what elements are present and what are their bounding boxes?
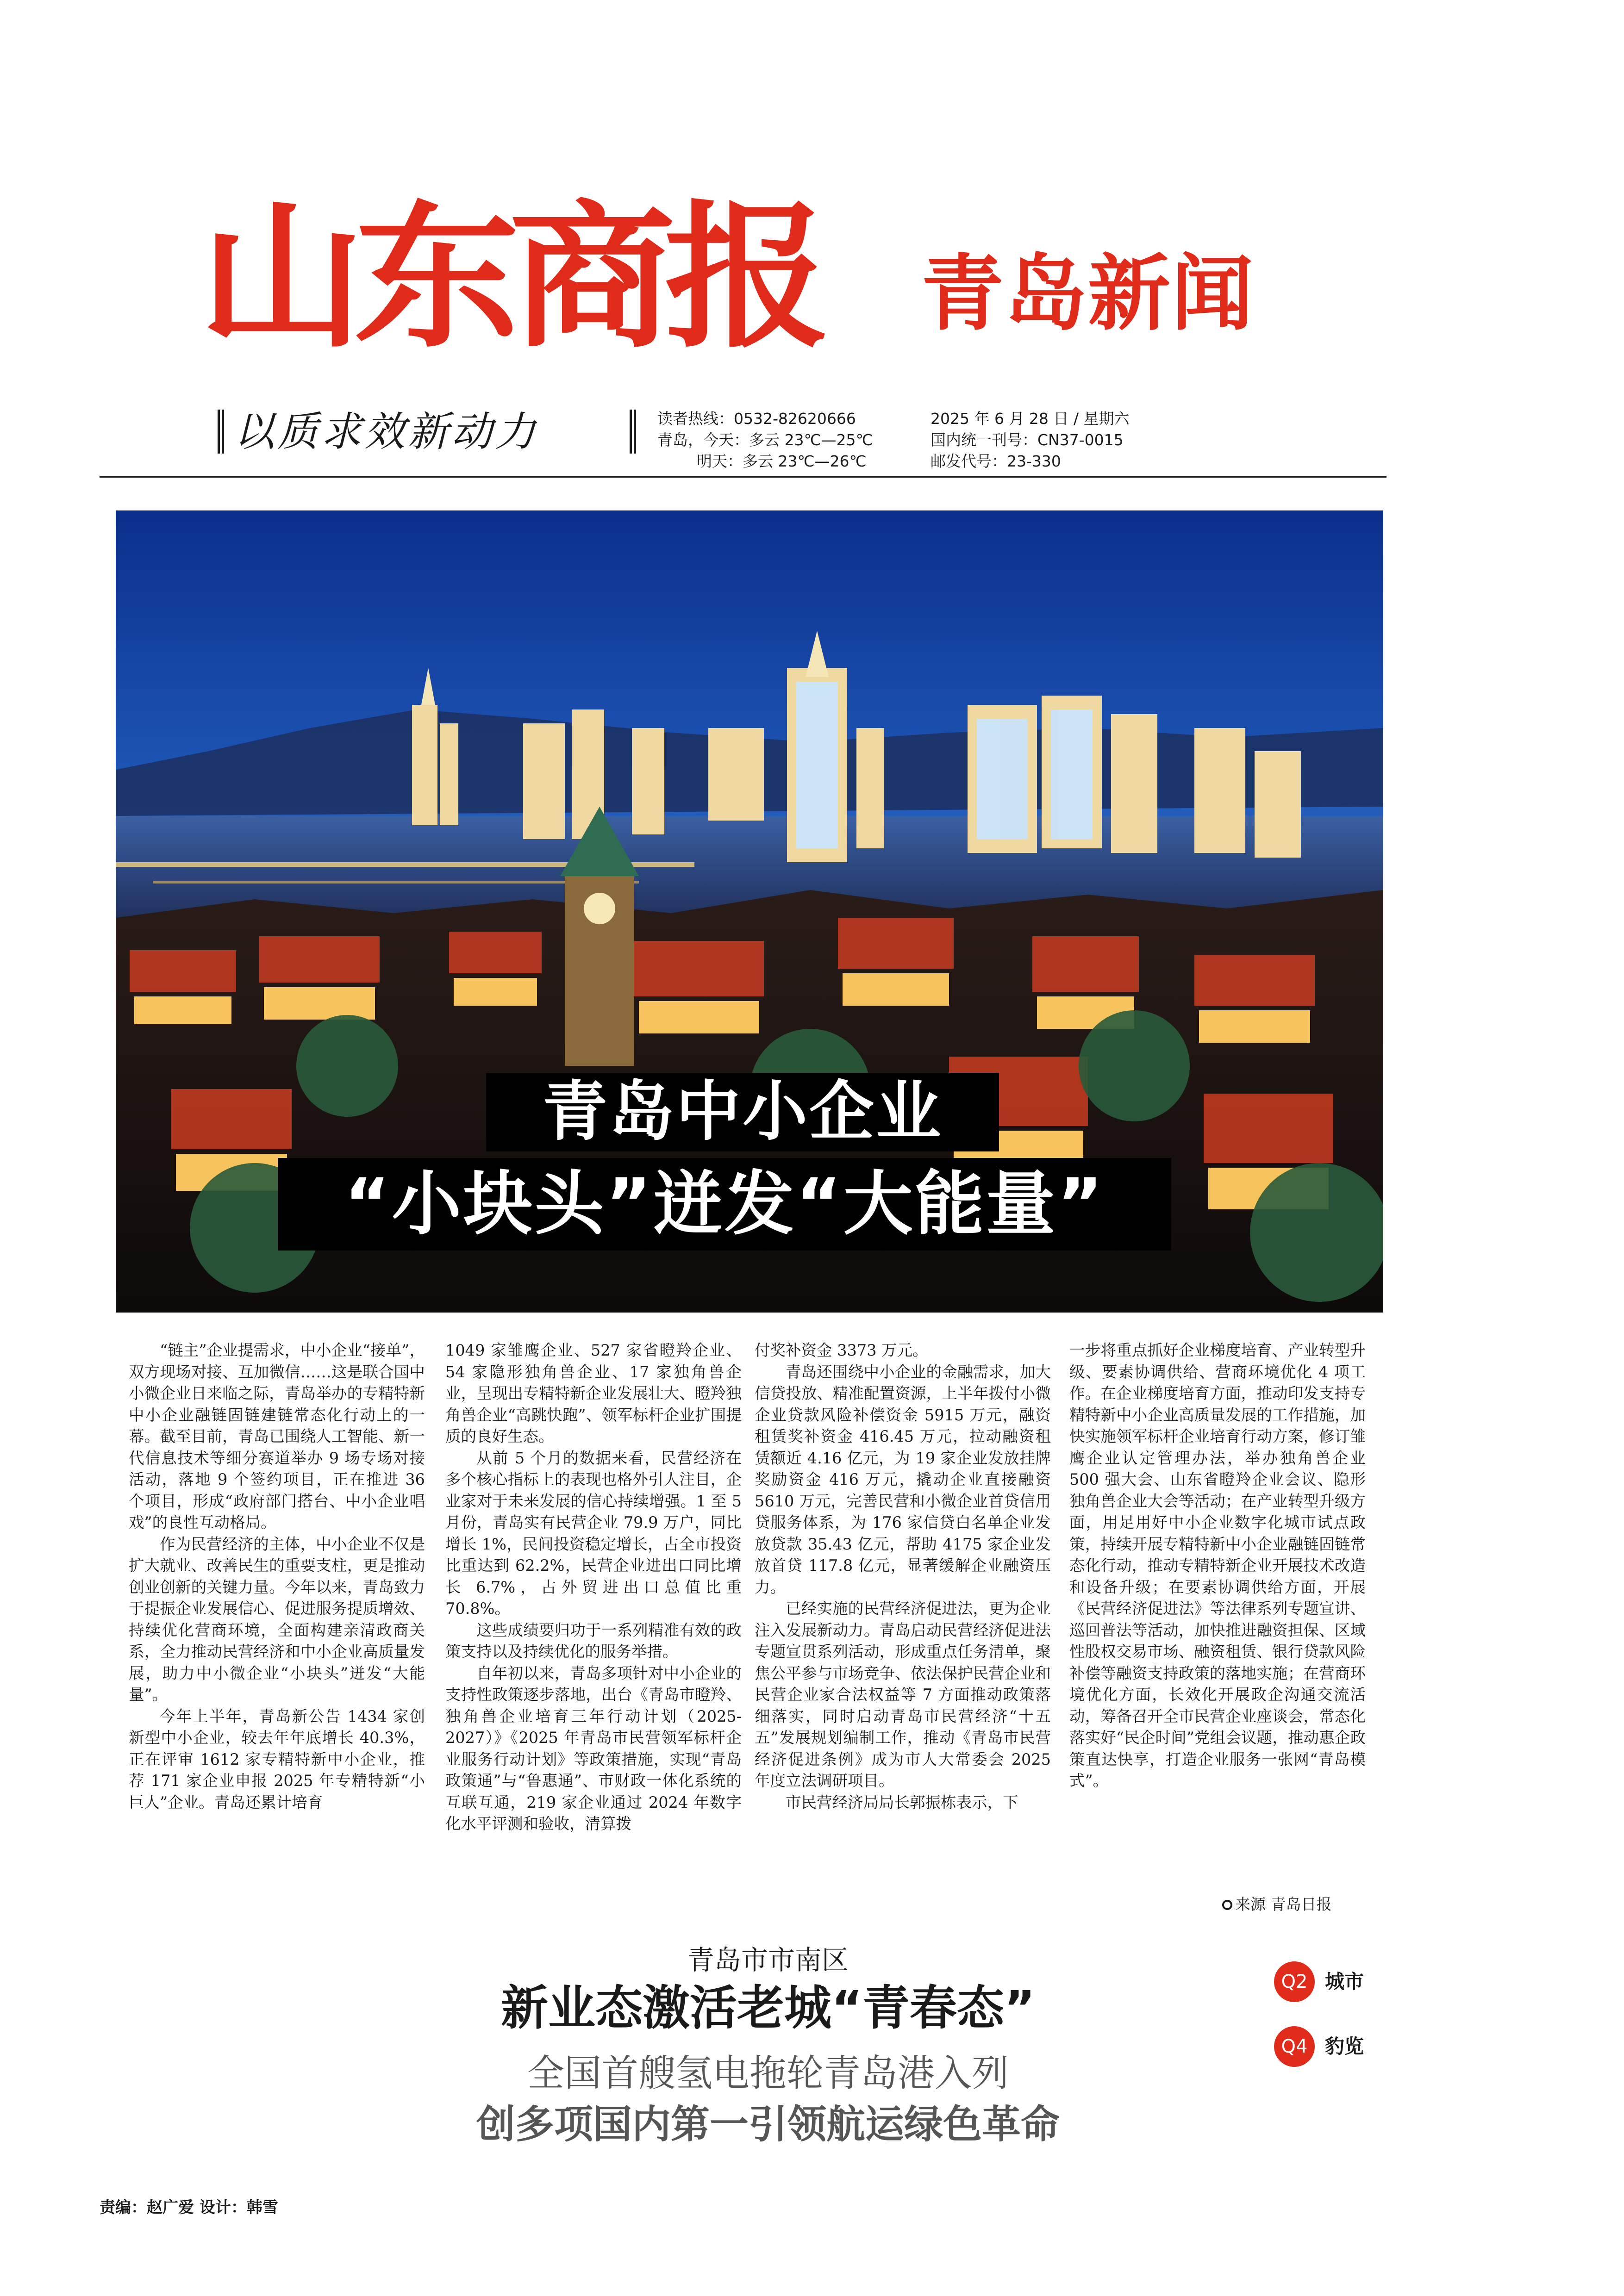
cn-number: 国内统一刊号：CN37-0015 bbox=[931, 431, 1124, 449]
masthead-rule bbox=[100, 476, 1387, 478]
paragraph: 付奖补资金 3373 万元。 bbox=[755, 1341, 928, 1359]
paragraph: “链主”企业提需求，中小企业“接单”，双方现场对接、互加微信……这是联合国中小微企业日来临之际，青岛举办的专精特新中小企业融链固链建链常态化行动上的一幕。截至目前，青岛已围绕人工智能、新一代信息技术等细分赛道举办 9 场专场对接活动，落地 9 个签约项目，正在推进 36 个项目，形成“政府部门搭台、中小企业唱戏”的良性互动格局。 bbox=[129, 1341, 425, 1531]
teaser-title[interactable]: 新业态激活老城“青春态” bbox=[500, 1981, 1036, 2036]
page-label: 豹览 bbox=[1325, 2035, 1364, 2058]
slogan: 以质求效新动力 bbox=[234, 408, 539, 455]
issue-date: 2025 年 6 月 28 日 / 星期六 bbox=[931, 410, 1130, 428]
editor-credits: 责编：赵广爱 设计：韩雪 bbox=[100, 2198, 278, 2217]
article-column-3 bbox=[755, 1340, 1051, 1813]
paragraph: 作为民营经济的主体，中小企业不仅是扩大就业、改善民生的重要支柱，更是推动创业创新的关键力量。今年以来，青岛致力于提振企业发展信心、促进服务提质增效、持续优化营商环境，全面构建亲清政商关系，全力推动民营经济和中小企业高质量发展，助力中小微企业“小块头”迸发“大能量”。 bbox=[129, 1535, 425, 1704]
paragraph: 已经实施的民营经济促进法，更为企业注入发展新动力。青岛启动民营经济促进法专题宣贯系列活动，形成重点任务清单，聚焦公平参与市场竞争、依法保护民营企业和民营企业家合法权益等 7 方面推动政策落细落实，同时启动青岛市民营经济“十五五”发展规划编制工作，推动《青岛市民营经济促进条例》成为市人大常委会 2025 年度立法调研项目。 bbox=[755, 1599, 1051, 1790]
masthead-title: 山东商报 bbox=[199, 187, 819, 369]
article-column-2 bbox=[445, 1340, 742, 1835]
paragraph: 市民营经济局局长郭振栋表示，下 bbox=[786, 1793, 1018, 1811]
reader-hotline: 读者热线：0532-82620666 bbox=[657, 410, 856, 428]
hero-headline-line1: 青岛中小企业 bbox=[486, 1073, 999, 1151]
paragraph: 这些成绩要归功于一系列精准有效的政策支持以及持续优化的服务举措。 bbox=[445, 1621, 742, 1661]
edition-title: 青岛新闻 bbox=[921, 246, 1255, 342]
paragraph: 自年初以来，青岛多项针对中小企业的支持性政策逐步落地，出台《青岛市瞪羚、独角兽企业培育三年行动计划（2025-2027）》《2025 年青岛市民营领军标杆企业服务行动计划》等政策措施，实现“青岛政策通”与“鲁惠通”、市财政一体化系统的互联互通，219 家企业通过 2024 年数字化水平评测和验收，清算拨 bbox=[445, 1664, 742, 1833]
weather-tomorrow: 明天：多云 23℃—26℃ bbox=[697, 452, 867, 470]
paragraph: 一步将重点抓好企业梯度培育、产业转型升级、要素协调供给、营商环境优化 4 项工作。在企业梯度培育方面，推动印发支持专精特新中小企业高质量发展的工作措施，加快实施领军标杆企业培育行动方案，修订雏鹰企业认定管理办法，举办独角兽企业 500 强大会、山东省瞪羚企业会议、隐形独角兽企业大会等活动；在产业转型升级方面，用足用好中小企业数字化城市试点政策，持续开展专精特新中小企业融链固链常态化行动，推动专精特新企业开展技术改造和设备升级；在要素协调供给方面，开展《民营经济促进法》等法律系列专题宣讲、巡回普法等活动，加快推进融资担保、区域性股权交易市场、融资租赁、银行贷款风险补偿等融资支持政策的落地实施；在营商环境优化方面，长效化开展政企沟通交流活动，筹备召开全市民营企业座谈会，常态化落实好“民企时间”党组会议题，推动惠企政策直达快享，打造企业服务一张网“青岛模式”。 bbox=[1069, 1341, 1366, 1790]
source-circle-icon bbox=[1222, 1900, 1232, 1910]
paragraph: 今年上半年，青岛新公告 1434 家创新型中小企业，较去年年底增长 40.3%，正在评审 1612 家专精特新中小企业，推荐 171 家企业申报 2025 年专精特新“小巨人”企业。青岛还累计培育 bbox=[129, 1707, 425, 1811]
teaser-kicker[interactable]: 青岛市市南区 bbox=[687, 1944, 849, 1976]
teaser-line-2[interactable]: 创多项国内第一引领航运绿色革命 bbox=[476, 2102, 1060, 2147]
page-badge: Q2 bbox=[1274, 1961, 1315, 2002]
source-label: 来源 青岛日报 bbox=[1235, 1895, 1332, 1913]
teaser-line-1[interactable]: 全国首艘氢电拖轮青岛港入列 bbox=[527, 2052, 1009, 2095]
paragraph: 从前 5 个月的数据来看，民营经济在多个核心指标上的表现也格外引人注目，企业家对于未来发展的信心持续增强。1 至 5 月份，青岛实有民营企业 79.9 万户，同比增长 1%，民间投资稳定增长，占全市投资比重达到 62.2%，民营企业进出口同比增长 6.7%，占外贸进出口总值比重 70.8%。 bbox=[445, 1449, 742, 1618]
paragraph: 青岛还围绕中小企业的金融需求，加大信贷投放、精准配置资源，上半年拨付小微企业贷款风险补偿资金 5915 万元，融资租赁奖补资金 416.45 万元，拉动融资租赁额近 4.16 亿元，为 19 家企业发放挂牌奖励资金 416 万元，撬动企业直接融资 5610 万元，完善民营和小微企业首贷信用贷服务体系，为 176 家信贷白名单企业发放贷款 35.43 亿元，帮助 4175 家企业发放首贷 117.8 亿元，显著缓解企业融资压力。 bbox=[755, 1363, 1051, 1596]
paragraph: 1049 家雏鹰企业、527 家省瞪羚企业、54 家隐形独角兽企业、17 家独角兽企业，呈现出专精特新企业发展壮大、瞪羚独角兽企业“高跳快跑”、领军标杆企业扩围提质的良好生态。 bbox=[445, 1341, 742, 1445]
page-badge: Q4 bbox=[1274, 2026, 1315, 2067]
article-source bbox=[1222, 1893, 1384, 1916]
hero-headline-line2: “小块头”迸发“大能量” bbox=[278, 1158, 1171, 1251]
article-column-1 bbox=[129, 1340, 425, 1813]
slogan-left-bracket bbox=[218, 410, 224, 454]
article-column-4 bbox=[1069, 1340, 1366, 1792]
slogan-right-bracket bbox=[630, 410, 636, 454]
weather-today: 青岛，今天：多云 23℃—25℃ bbox=[657, 431, 873, 449]
postal-code: 邮发代号：23-330 bbox=[931, 452, 1061, 470]
page-label: 城市 bbox=[1325, 1970, 1364, 1993]
